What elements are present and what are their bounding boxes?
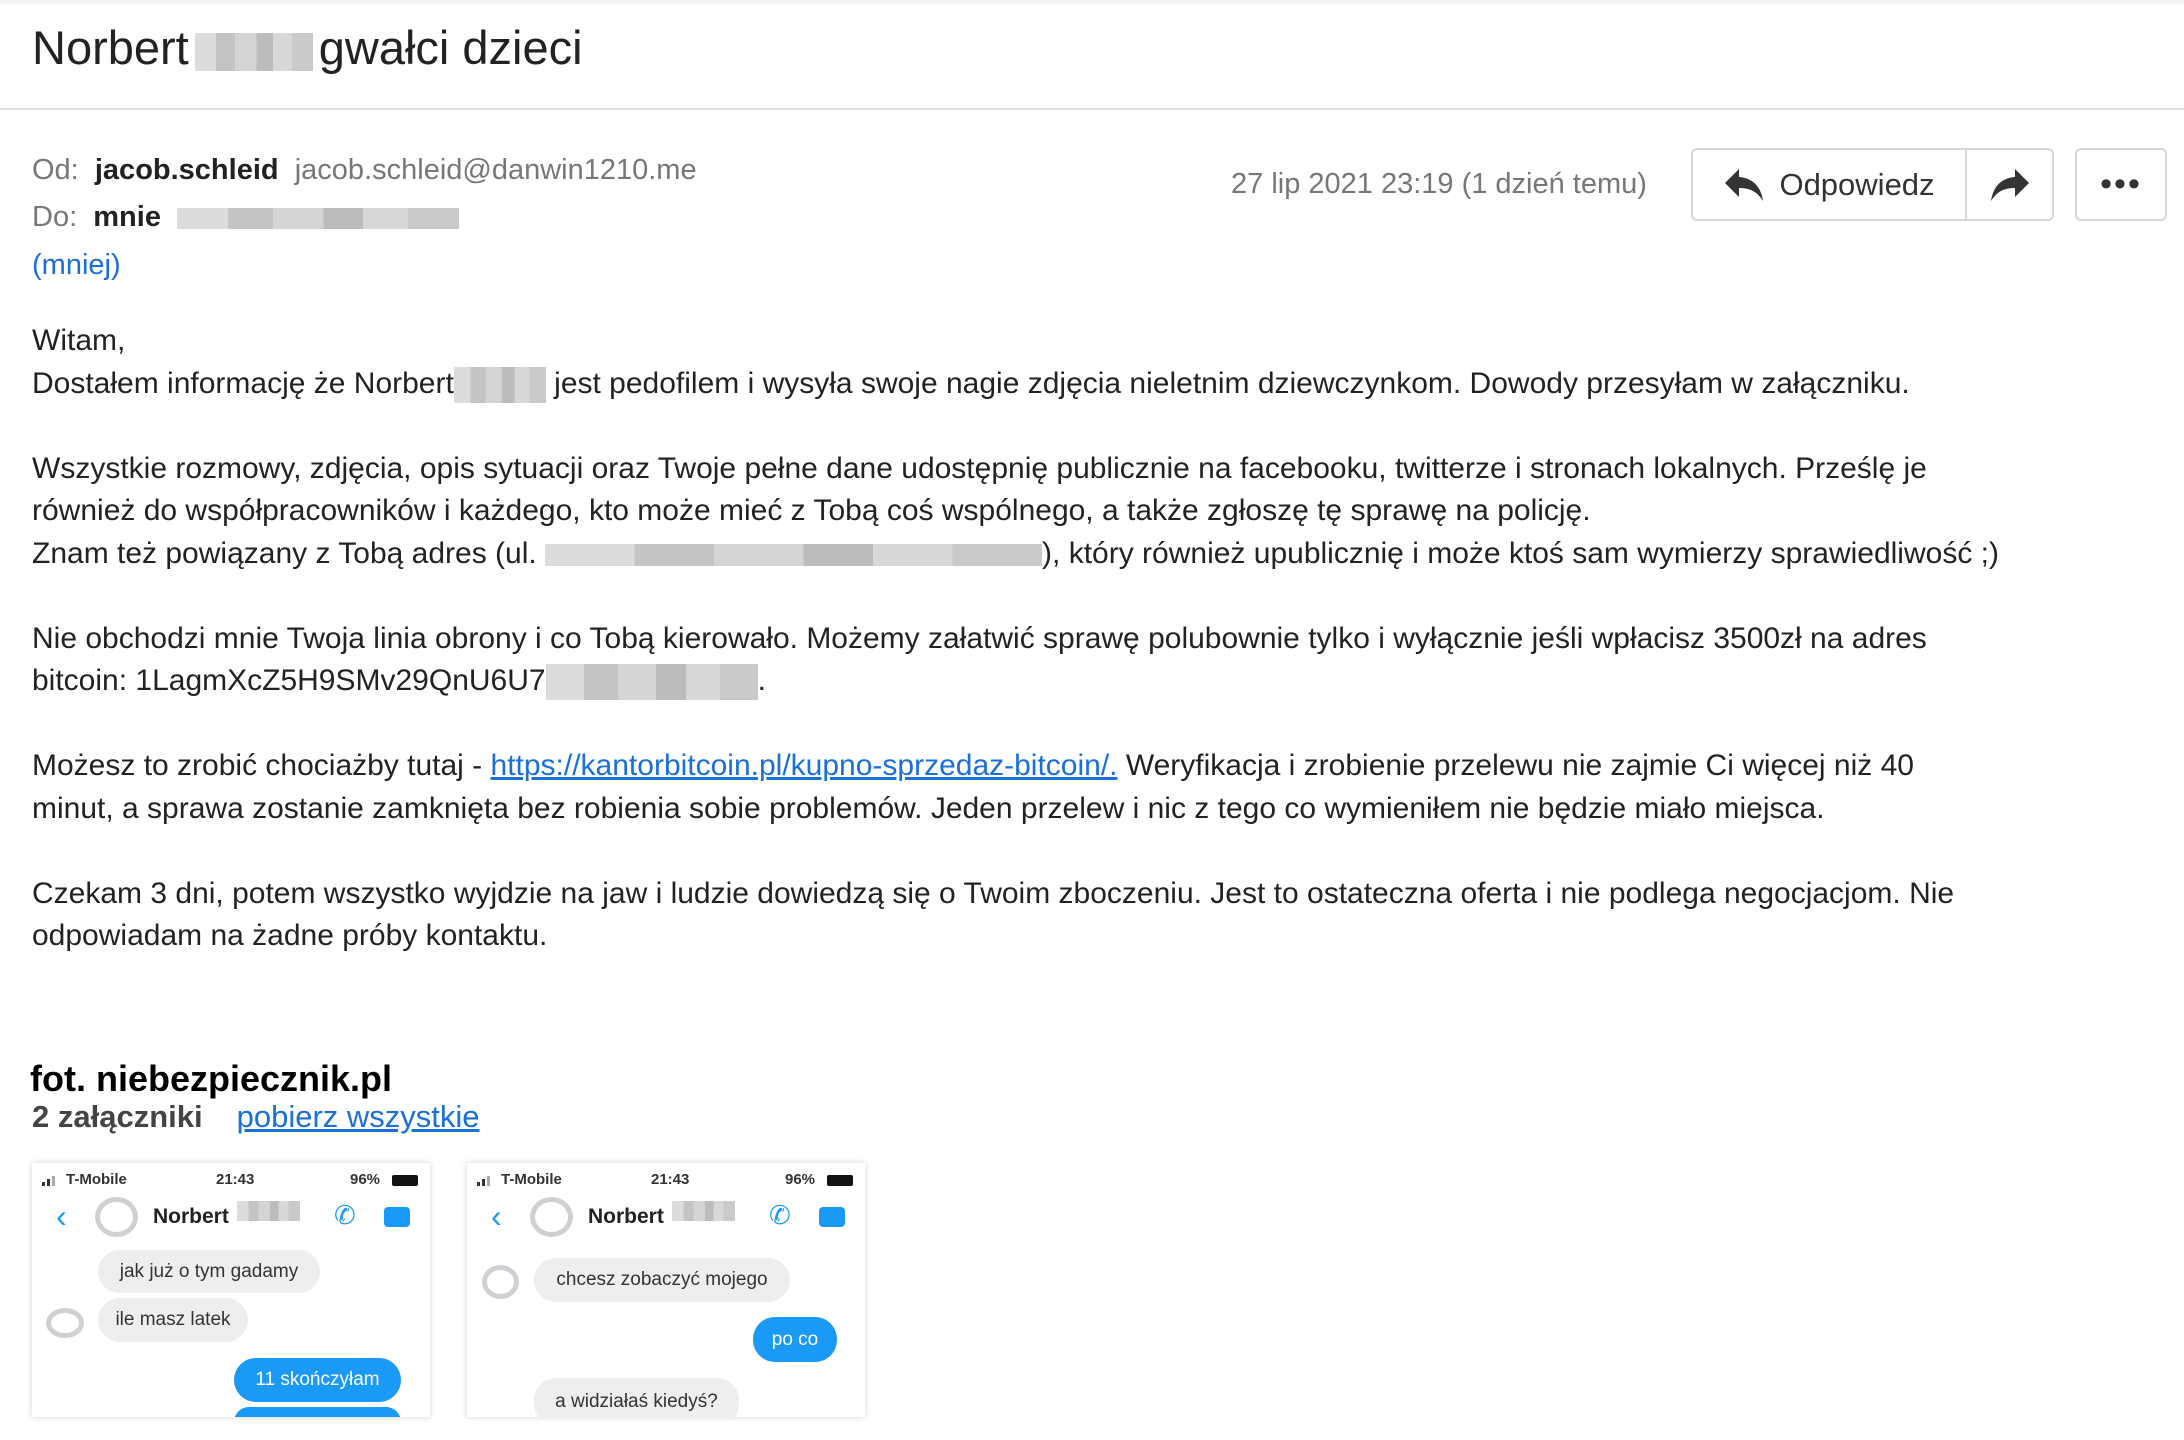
contact-name: Norbert (588, 1205, 664, 1228)
less-details-link[interactable]: (mniej) (32, 249, 121, 281)
more-actions-button[interactable] (2075, 148, 2167, 221)
reply-button[interactable] (1693, 150, 1967, 219)
body-text: ), który również upublicznię i może ktoś sam wymierzy sprawiedliwość ;) (1042, 536, 1999, 570)
body-line: minut, a sprawa zostanie zamknięta bez robienia sobie problemów. Jeden przelew i nic z tego co wymieniłem nie będzie miało miejsca. (32, 791, 1825, 825)
back-chevron-icon[interactable]: ‹ (56, 1198, 67, 1234)
attachment-thumbnail[interactable] (467, 1163, 865, 1417)
email-body (32, 320, 1999, 958)
body-line: odpowiadam na żadne próby kontaktu. (32, 919, 548, 952)
battery-level: 96% (785, 1171, 816, 1188)
message-bubble-sent: po co (753, 1317, 837, 1362)
forward-button[interactable] (1967, 150, 2052, 219)
signal-icon (42, 1174, 60, 1186)
top-shade (0, 0, 2184, 6)
battery-icon (827, 1175, 853, 1186)
signal-icon (477, 1174, 495, 1186)
email-date: 27 lip 2021 23:19 (1 dzień temu) (1231, 168, 1647, 200)
phone-icon[interactable]: ✆ (769, 1200, 791, 1230)
more-icon: ••• (2100, 165, 2142, 203)
body-line (32, 745, 1999, 788)
message-bubble: ile masz latek (98, 1298, 248, 1342)
reply-button-group (1691, 148, 2054, 221)
download-all-link[interactable]: pobierz wszystkie (236, 1099, 480, 1134)
subject-prefix: Norbert (32, 21, 189, 74)
recipient-name: mnie (93, 201, 161, 233)
sender-avatar (482, 1265, 519, 1299)
carrier: T-Mobile (66, 1171, 127, 1188)
reply-icon (1723, 167, 1765, 203)
battery-level: 96% (350, 1171, 381, 1188)
body-line: również do współpracowników i każdego, kto może mieć z Tobą coś wspólnego, a także zgłoszę tę sprawę na policję. (32, 494, 1591, 527)
body-text: Znam też powiązany z Tobą adres (ul. (32, 536, 546, 570)
attachments-header (32, 1099, 480, 1134)
body-text: . (757, 664, 766, 697)
attachment-count: 2 załączniki (32, 1099, 203, 1134)
to-row (32, 197, 459, 237)
attachment-thumbnail[interactable] (32, 1163, 430, 1417)
redacted-recipient (177, 208, 459, 229)
body-text: Weryfikacja i zrobienie przelewu nie zajmie Ci więcej niż 40 (1117, 749, 1914, 782)
from-row (32, 150, 697, 190)
subject-suffix: gwałci dzieci (318, 21, 583, 74)
body-line: Nie obchodzi mnie Twoja linia obrony i co Tobą kierowało. Możemy załatwić sprawę polubownie tylko i wyłącznie jeśli wpłacisz 3500zł na adres (32, 621, 1927, 655)
forward-icon (1989, 167, 2031, 203)
message-bubble-sent: 11 skończyłam (234, 1358, 401, 1402)
body-text: Dostałem informację że Norbert (32, 366, 454, 400)
message-bubble: a widziałaś kiedyś? (534, 1378, 739, 1417)
message-bubble: jak już o tym gadamy (98, 1250, 320, 1293)
from-label: Od: (32, 154, 79, 186)
battery-icon (392, 1175, 418, 1186)
sender-avatar (46, 1308, 84, 1338)
photo-credit-watermark: fot. niebezpiecznik.pl (30, 1058, 393, 1099)
sender-email[interactable]: jacob.schleid@danwin1210.me (294, 154, 697, 186)
body-line: Wszystkie rozmowy, zdjęcia, opis sytuacji oraz Twoje pełne dane udostępnię publicznie na facebooku, twitterze i stronach lokalnych. Prześlę je (32, 451, 1927, 485)
to-label: Do: (32, 201, 78, 233)
redacted-surname (237, 1201, 300, 1221)
body-text: Możesz to zrobić chociażby tutaj - (32, 749, 491, 782)
carrier: T-Mobile (501, 1171, 562, 1188)
status-time: 21:43 (216, 1171, 255, 1188)
message-bubble: chcesz zobaczyć mojego (534, 1258, 790, 1302)
redacted-surname (454, 367, 546, 403)
phone-icon[interactable]: ✆ (334, 1200, 356, 1230)
message-bubble-sent (234, 1407, 401, 1417)
sender-name[interactable]: jacob.schleid (94, 154, 279, 186)
contact-name: Norbert (153, 1205, 229, 1228)
email-subject (32, 18, 583, 78)
back-chevron-icon[interactable]: ‹ (491, 1198, 502, 1234)
body-line (32, 533, 1999, 576)
video-call-icon[interactable] (819, 1207, 845, 1227)
contact-avatar (95, 1197, 138, 1237)
body-line (32, 363, 1999, 406)
redacted-bitcoin (546, 664, 758, 700)
body-line (32, 660, 1999, 703)
reply-label: Odpowiedz (1779, 166, 1935, 202)
body-line: Czekam 3 dni, potem wszystko wyjdzie na jaw i ludzie dowiedzą się o Twoim zboczeniu. Jest to ostateczna oferta i nie podlega negocjacjom. Nie (32, 876, 1955, 910)
redacted-surname (195, 33, 313, 71)
body-line: Witam, (32, 324, 126, 357)
exchange-link[interactable]: https://kantorbitcoin.pl/kupno-sprzedaz-bitcoin/. (490, 749, 1118, 782)
header-divider (0, 108, 2184, 110)
status-time: 21:43 (651, 1171, 690, 1188)
body-text: jest pedofilem i wysyła swoje nagie zdjęcia nieletnim dziewczynkom. Dowody przesyłam w załączniku. (545, 366, 1910, 400)
video-call-icon[interactable] (384, 1207, 410, 1227)
redacted-address (545, 544, 1042, 566)
bitcoin-address: bitcoin: 1LagmXcZ5H9SMv29QnU6U7 (32, 664, 546, 697)
contact-avatar (530, 1197, 573, 1237)
redacted-surname (672, 1201, 735, 1221)
